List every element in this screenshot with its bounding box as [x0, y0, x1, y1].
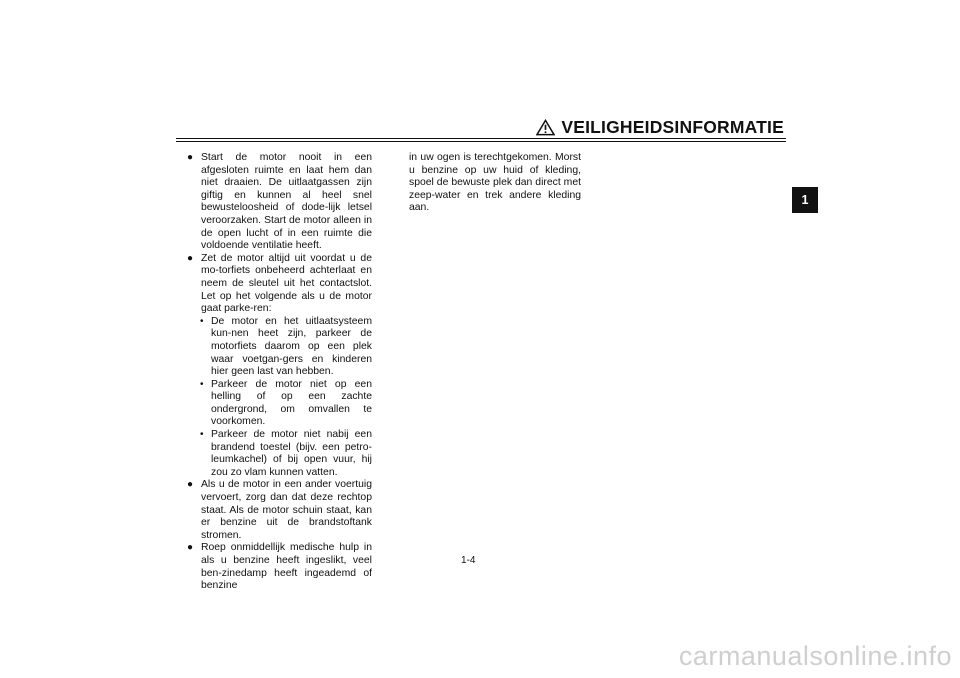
bullet-icon: ●: [187, 252, 194, 264]
sub-list-item-text: Parkeer de motor niet nabij een brandend toestel (bijv. een petro-leumkachel) of bij open vuur, hij zou zo vlam kunnen vatten.: [211, 429, 372, 478]
dot-bullet-icon: •: [200, 315, 204, 327]
column-left: [187, 152, 372, 593]
chapter-tab: 1: [792, 187, 818, 213]
sub-list-item-text: De motor en het uitlaatsysteem kun-nen heet zijn, parkeer de motorfiets daarom op een plek waar voetgan-gers en kinderen hier geen last van hebben.: [211, 315, 372, 378]
list-item-text: Start de motor nooit in een afgesloten ruimte en laat hem dan niet draaien. De uitlaatgassen zijn giftig en kunnen al heel snel bewusteloosheid of dode-lijk letsel veroorzaken. Start de motor alleen in de open lucht of in een ruimte die voldoende ventilatie heeft.: [201, 152, 372, 252]
list-item-text: Roep onmiddellijk medische hulp in als u benzine heeft ingeslikt, veel ben-zinedamp heeft ingeademd of benzine: [201, 542, 372, 592]
page-number: 1-4: [461, 555, 476, 566]
dot-bullet-icon: •: [200, 429, 204, 441]
bullet-icon: ●: [187, 542, 194, 554]
page-title: VEILIGHEIDSINFORMATIE: [561, 117, 784, 137]
page-header: [536, 117, 784, 138]
list-item-text: Als u de motor in een ander voertuig vervoert, zorg dan dat deze rechtop staat. Als de motor schuin staat, kan er benzine uit de brandstoftank stromen.: [201, 479, 372, 541]
continued-paragraph: in uw ogen is terechtgekomen. Morst u benzine op uw huid of kleding, spoel de bewuste plek dan direct met zeep-water en trek andere kleding aan.: [409, 152, 581, 214]
warning-triangle-icon: [536, 119, 555, 136]
sub-list-item: [187, 429, 372, 479]
sub-list-item: [187, 316, 372, 379]
dot-bullet-icon: •: [200, 378, 204, 390]
watermark: carmanualsonline.info: [678, 641, 952, 671]
list-item: [187, 542, 372, 592]
list-item: [187, 253, 372, 316]
list-item: [187, 152, 372, 253]
column-right: [409, 152, 581, 215]
header-rule: [176, 138, 786, 142]
sub-list-item: [187, 379, 372, 429]
list-item-text: Zet de motor altijd uit voordat u de mo-torfiets onbeheerd achterlaat en neem de sleutel uit het contactslot. Let op het volgende als u de motor gaat parke-ren:: [201, 252, 372, 315]
list-item: [187, 479, 372, 542]
sub-list-item-text: Parkeer de motor niet op een helling of op een zachte ondergrond, om omvallen te voorkomen.: [211, 378, 372, 428]
bullet-icon: ●: [187, 479, 194, 491]
bullet-icon: ●: [187, 152, 194, 163]
